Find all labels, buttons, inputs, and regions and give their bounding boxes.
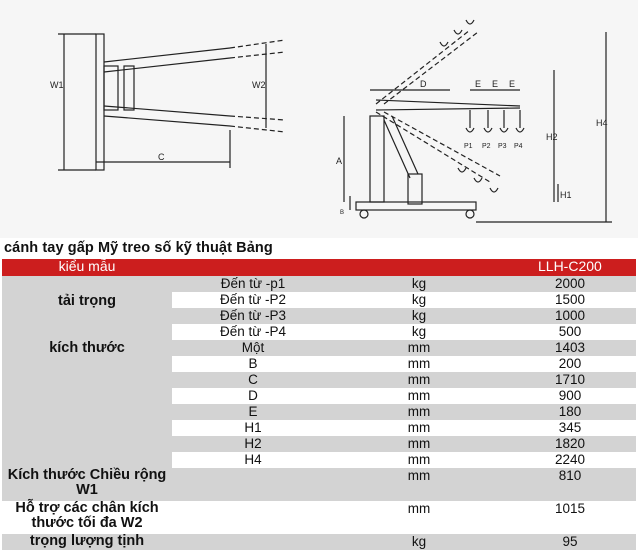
- dim-label-a: A: [336, 156, 343, 166]
- spec-table: [2, 259, 636, 550]
- dim-label-p1: P1: [464, 143, 473, 150]
- value-cell: 95: [504, 534, 636, 550]
- unit-cell: kg: [334, 292, 504, 308]
- dim-label-d: D: [420, 79, 427, 89]
- table-header: [2, 259, 636, 276]
- value-cell: 2000: [504, 276, 636, 292]
- group-label-w1: Kích thước Chiều rộng W1: [2, 468, 172, 501]
- table-row: [2, 468, 636, 501]
- unit-cell: mm: [334, 468, 504, 501]
- dim-label-c: C: [158, 152, 165, 162]
- value-cell: 180: [504, 404, 636, 420]
- dim-label-e1: E: [475, 79, 482, 89]
- unit-cell: mm: [334, 436, 504, 452]
- group-label-size: kích thước: [2, 340, 172, 468]
- param-cell: Đến từ -p1: [172, 276, 334, 292]
- dim-label-p4: P4: [514, 143, 523, 150]
- table-row: [2, 276, 636, 292]
- unit-cell: kg: [334, 324, 504, 340]
- param-cell: Một: [172, 340, 334, 356]
- unit-cell: mm: [334, 340, 504, 356]
- dim-label-p3: P3: [498, 143, 507, 150]
- dim-label-e2: E: [492, 79, 499, 89]
- unit-cell: kg: [334, 308, 504, 324]
- technical-drawing: [0, 0, 638, 238]
- value-cell: 1015: [504, 501, 636, 534]
- param-cell: E: [172, 404, 334, 420]
- group-label-weight: trọng lượng tịnh: [2, 534, 172, 550]
- value-cell: 900: [504, 388, 636, 404]
- unit-cell: mm: [334, 356, 504, 372]
- group-label-w2: Hỗ trợ các chân kích thước tối đa W2: [2, 501, 172, 534]
- value-cell: 345: [504, 420, 636, 436]
- param-cell: B: [172, 356, 334, 372]
- param-cell: H1: [172, 420, 334, 436]
- unit-cell: mm: [334, 501, 504, 534]
- header-model: LLH-C200: [504, 259, 636, 276]
- group-label-load: tải trọng: [2, 276, 172, 340]
- unit-cell: mm: [334, 372, 504, 388]
- param-cell: Đến từ -P4: [172, 324, 334, 340]
- unit-cell: mm: [334, 388, 504, 404]
- unit-cell: kg: [334, 276, 504, 292]
- dim-label-h1: H1: [560, 190, 572, 200]
- unit-cell: mm: [334, 404, 504, 420]
- unit-cell: mm: [334, 420, 504, 436]
- dim-label-w1: W1: [50, 80, 64, 90]
- value-cell: 1000: [504, 308, 636, 324]
- table-row: [2, 501, 636, 534]
- dim-label-h2: H2: [546, 132, 558, 142]
- value-cell: 810: [504, 468, 636, 501]
- value-cell: 1820: [504, 436, 636, 452]
- unit-cell: kg: [334, 534, 504, 550]
- dim-label-p2: P2: [482, 143, 491, 150]
- param-cell: Đến từ -P2: [172, 292, 334, 308]
- dim-label-b: B: [340, 210, 345, 216]
- dim-label-e3: E: [509, 79, 516, 89]
- value-cell: 1710: [504, 372, 636, 388]
- header-label: kiểu mẫu: [2, 259, 172, 276]
- table-row: [2, 340, 636, 356]
- param-cell: [172, 501, 334, 534]
- value-cell: 500: [504, 324, 636, 340]
- value-cell: 200: [504, 356, 636, 372]
- param-cell: [172, 468, 334, 501]
- dim-label-h4: H4: [596, 118, 608, 128]
- param-cell: H4: [172, 452, 334, 468]
- unit-cell: mm: [334, 452, 504, 468]
- param-cell: D: [172, 388, 334, 404]
- param-cell: H2: [172, 436, 334, 452]
- value-cell: 2240: [504, 452, 636, 468]
- value-cell: 1403: [504, 340, 636, 356]
- table-caption: cánh tay gấp Mỹ treo số kỹ thuật Bảng: [4, 240, 273, 256]
- param-cell: C: [172, 372, 334, 388]
- table-row: [2, 534, 636, 550]
- param-cell: [172, 534, 334, 550]
- value-cell: 1500: [504, 292, 636, 308]
- dim-label-w2: W2: [252, 80, 266, 90]
- param-cell: Đến từ -P3: [172, 308, 334, 324]
